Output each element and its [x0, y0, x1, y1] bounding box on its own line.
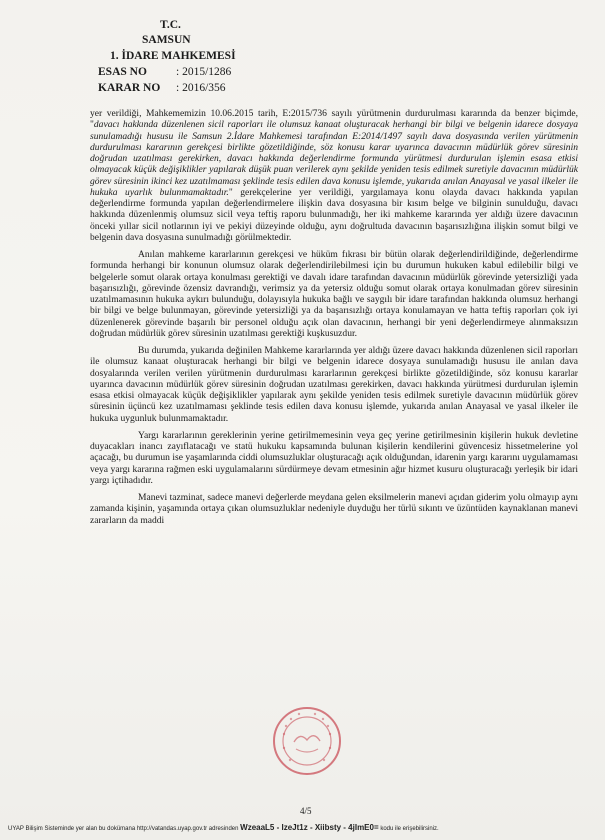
- paragraph-2: Anılan mahkeme kararlarının gerekçesi ve hüküm fıkrası bir bütün olarak değerlendirildiğinde, değerlendirme formunda herhangi bir konunun olumsuz olarak değerlendirilebilmesi için bu durumun hukuken kabul edilebilir bilgi ve belgelerle somut olarak ortaya konulması gerektiği ve davalı idare tarafından davacının müdürlük görevinde yetersizliği yada başarısızlığı, görevinde özensiz davrandığı, verimsiz ya da yetersiz olduğu somut olarak ortaya konulmadan görev süresinin uzatılmamasının hukuka aykırı bulunduğu, dolayısıyla hukuka bağlı ve saygılı bir idare tarafından hakkında olumsuz herhangi bir bilgi ve belge bulunmayan, görevinde yetersizliği ya da başarısızlığı ortaya konulamayan ve hatta teftiş raporları çok iyi düzenlenerek görevinde başarılı bir personel olduğu açık olan davacının, herhangi bir yeni değerlendirmeye alınmaksızın doğrudan müdürlük görev süresinin uzatılması gerektiği kuşkusuzdur.: [90, 249, 578, 339]
- page-number: 4/5: [300, 806, 312, 816]
- paragraph-1-quote: davacı hakkında düzenlenen sicil raporları ile olumsuz kanaat oluşturacak herhangi bir bilgi ve belgenin idarece dosyaya sunulamadığı hususu ile Samsun 2.İdare Mahkemesi tarafından E:2014/1497 sayılı dava dosyasında verilen yürütmenin durdurulması kararının gerekçesi birlikte gözetildiğinde, söz konusu karar uyarınca davacının müdürlük görev süresinin doğrudan uzatılması gerekirken, davacı hakkında değerlendirme formunda yürütmesi durdurulan işlemin esasa etkisi olmayacak küçük değişiklikler yapılarak düşük puan verilerek aynı şekilde yeniden tesis edilmek suretiyle davacının müdürlük görev süresinin ikinci kez uzatılmaması şeklinde tesis edilen dava konusu işlemde, yukarıda anılan Anayasal ve yasal ilkeler ile hukuka uyarlık bulunmamaktadır.: [90, 119, 578, 198]
- header-country: T.C.: [160, 19, 181, 31]
- paragraph-1-text-a: yer verildiği, Mahkememizin 10.06.2015 tarih, E:2015/736 sayılı yürütmenin durdurulması kararında da benzer biçimde, ": [90, 108, 578, 131]
- karar-value: : 2016/356: [176, 82, 226, 94]
- court-seal-stamp: [270, 704, 344, 778]
- esas-row: [98, 65, 231, 80]
- paragraph-5: Manevi tazminat, sadece manevi değerlerde meydana gelen eksilmelerin manevi açıdan giderim yolu olmayıp aynı zamanda kişinin, yaşamında ortaya çıkan olumsuzluklar nedeniyle duyduğu her türlü sıkıntı ve üzüntüden kaynaklanan manevi zararların da maddi: [90, 492, 578, 526]
- header-court-name: 1. İDARE MAHKEMESİ: [110, 50, 236, 62]
- paragraph-1: [90, 108, 578, 243]
- header-city: SAMSUN: [142, 34, 191, 46]
- paragraph-1-text-b: " gerekçelerine yer verildiği, yargılamaya konu olayda davacı hakkında yapılan değerlendirme formunda yapılan değerlendirmelere ilişkin dava dosyasına bir kısım belge ve bilginin sunulduğu, davacı hakkında düzenlenmiş olumsuz sicil veya teftiş raporu bulunmadığı, her iki mahkeme kararında yer aldığı üzere davacının önceki yıllar sicil notlarının iyi ve pekiyi düzeyinde olduğu, aynı doğrultuda davacının başarısızlığına ilişkin somut bilgi ve belgenin dava dosyasına sunulmadığı görülmektedir.: [90, 186, 578, 243]
- footer-access-code: WzeaaL5 - IzeJt1z - Xiibsty - 4jImE0=: [240, 823, 379, 832]
- document-body: [90, 108, 578, 532]
- footer-note-prefix: UYAP Bilişim Sisteminde yer alan bu dokümana http://vatandas.uyap.gov.tr adresinden: [8, 826, 239, 832]
- paragraph-4: Yargı kararlarının gereklerinin yerine getirilmemesinin veya geç yerine getirilmesinin kişilerin hukuk devletine duyacakları inancı zayıflatacağı ve statü hukuku kapsamında bulunan kişilerin kendilerini güvencesiz hissetmelerine yol açacağı, bu durumun ise yaşamlarında ciddi olumsuzluklar oluşturacağı açık olduğundan, idarenin yargı kararını uygulamaması veya yargı kararına rağmen eski uygulamalarını sürdürmeye devam etmesinin ağır hizmet kusuru oluşturacağı yerleşik bir idari yargı içtihadıdır.: [90, 429, 578, 486]
- paragraph-3: Bu durumda, yukarıda değinilen Mahkeme kararlarında yer aldığı üzere davacı hakkında düzenlenen sicil raporları ile olumsuz kanaat oluşturacak herhangi bir bilgi ve belgenin idarece dosyaya sunulamadığı hususu ile anılan dava dosyalarında verilen verilen yürütmenin durdurulması kararlarının gerekçesi birlikte gözetildiğinde, söz konusu kararlar uyarınca davacının müdürlük görev süresinin doğrudan uzatılması gerekirken, davacı hakkında yürütmesi durdurulan işlemin esasa etkisi olmayacak küçük değişiklikler yapılarak aynı şekilde yeniden tesis edilmek suretiyle davacının müdürlük görev süresinin üçüncü kez uzatılmaması şeklinde tesis edilen dava konusu işlemde, yukarıda anılan Anayasal ve yasal ilkeler ile hukuka uygunluk bulunmamaktadır.: [90, 345, 578, 424]
- karar-label: KARAR NO: [98, 82, 161, 94]
- esas-value: : 2015/1286: [176, 66, 232, 78]
- uyap-footer: [8, 823, 598, 832]
- esas-label: ESAS NO: [98, 66, 147, 78]
- karar-row: [98, 81, 226, 96]
- footer-note-suffix: kodu ile erişebilirsiniz.: [380, 826, 439, 832]
